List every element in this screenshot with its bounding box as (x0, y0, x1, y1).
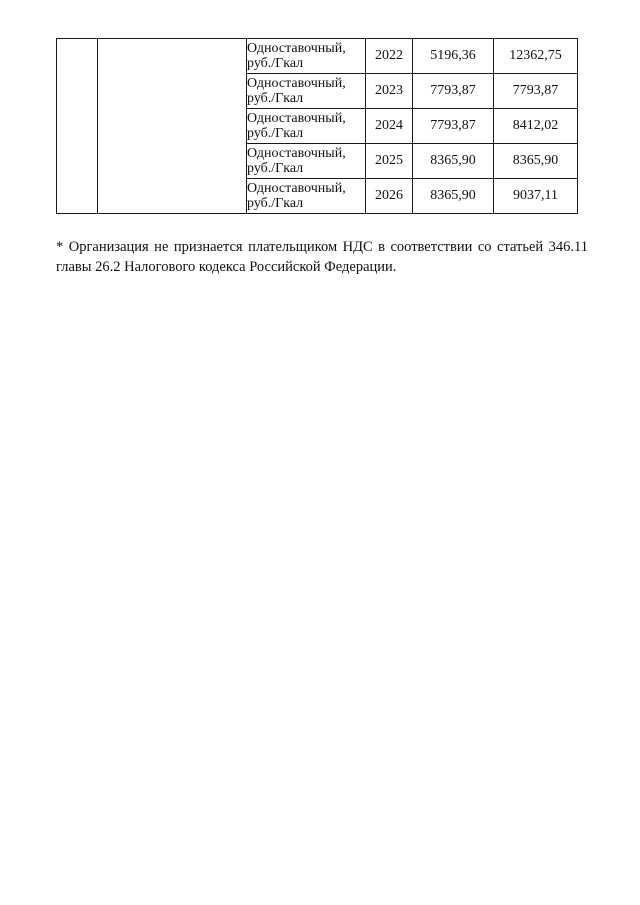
unit-type: Одноставочный, (247, 146, 346, 161)
unit-cell (247, 109, 366, 144)
unit-type: Одноставочный, (247, 181, 346, 196)
unit-cell (247, 74, 366, 109)
first-half-value: 7793,87 (413, 109, 494, 144)
second-half-value: 12362,75 (494, 39, 578, 74)
unit-type: Одноставочный, (247, 76, 346, 91)
first-half-value: 7793,87 (413, 74, 494, 109)
unit-measure: руб./Гкал (247, 126, 304, 141)
first-half-value: 8365,90 (413, 144, 494, 179)
unit-measure: руб./Гкал (247, 91, 304, 106)
unit-cell (247, 39, 366, 74)
year-cell: 2024 (366, 109, 413, 144)
first-half-value: 8365,90 (413, 179, 494, 214)
table-row (57, 39, 578, 74)
merged-cell-number (57, 39, 98, 214)
unit-type: Одноставочный, (247, 41, 346, 56)
unit-cell (247, 179, 366, 214)
vat-footnote: * Организация не признается плательщиком НДС в соответствии со статьей 346.11 главы 26.2 Налогового кодекса Российской Федерации. (56, 238, 588, 275)
merged-cell-name (98, 39, 247, 214)
second-half-value: 7793,87 (494, 74, 578, 109)
year-cell: 2022 (366, 39, 413, 74)
year-cell: 2025 (366, 144, 413, 179)
second-half-value: 9037,11 (494, 179, 578, 214)
unit-measure: руб./Гкал (247, 161, 304, 176)
first-half-value: 5196,36 (413, 39, 494, 74)
year-cell: 2023 (366, 74, 413, 109)
unit-measure: руб./Гкал (247, 56, 304, 71)
unit-cell (247, 144, 366, 179)
second-half-value: 8412,02 (494, 109, 578, 144)
second-half-value: 8365,90 (494, 144, 578, 179)
tariff-table (56, 38, 578, 214)
unit-measure: руб./Гкал (247, 196, 304, 211)
unit-type: Одноставочный, (247, 111, 346, 126)
year-cell: 2026 (366, 179, 413, 214)
